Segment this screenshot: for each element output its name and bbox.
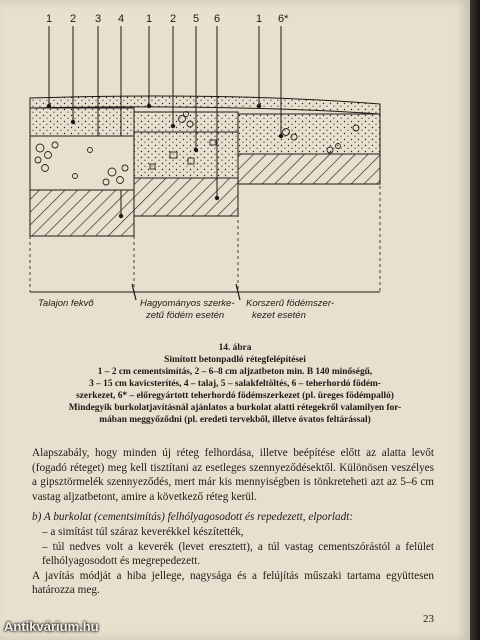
figure-number: 14. ábra [218,343,252,353]
fig-layer-gravel [30,136,134,190]
fig-col-label: 6 [214,13,221,25]
fig-layer-concrete [30,108,134,136]
figure-caption [28,342,442,426]
fig-col-label: 5 [193,13,200,25]
paragraph: A javítás módját a hiba jellege, nagysága és a felújítás műszaki tartama együttesen határozza meg. [32,569,434,597]
floor-label-modern: Korszerű födémszer- [246,298,334,309]
watermark: Antikvárium.hu [4,619,99,634]
page-number: 23 [423,613,434,625]
caption-line: 1 – 2 cm cementsimítás, 2 – 6–8 cm aljzatbeton min. B 140 minőségű, [97,367,373,377]
fig-col-label: 1 [46,13,53,25]
fig-col-label: 2 [170,13,177,25]
fig-col-label: 3 [95,13,102,25]
section-heading: b) A burkolat (cementsimítás) felhólyagosodott és repedezett, elporladt: [32,511,354,524]
fig-layer-slag-fill [134,132,238,178]
list-item: – túl nedves volt a keverék (levet eresztett), a túl vastag cementszórástól a felület felhólyagosodott és megrepedezett. [42,540,434,568]
fig-layer-slab [134,178,238,216]
caption-line: 3 – 15 cm kavicsterítés, 4 – talaj, 5 – salakfeltöltés, 6 – teherhordó födém- [89,379,381,389]
fig-layer-concrete [238,114,380,154]
caption-line: szerkezet, 6* – előregyártott teherhordó födémszerkezet (pl. üreges födémpalló) [76,391,394,401]
floor-label-traditional: zetű födém esetén [146,310,225,321]
floor-label-modern: kezet esetén [252,310,306,321]
fig-col-label: 1 [146,13,153,25]
body-text [32,446,434,598]
fig-col-label: 4 [118,13,125,25]
fig-col-label: 6* [278,13,289,25]
paragraph: Alapszabály, hogy minden új réteg felhordása, illetve beépítése előtt az alatta levőt (fogadó réteget) meg kell tisztítani az esetleges szennyeződésektől. Különösen veszélyes a gipsztörmelék szennyeződés, mert már kis mennyiségben is tönkreteheti azt az 5–6 cm vastag aljzatbetont, amire a következő réteg kerül. [32,447,434,503]
fig-layer-soil [30,190,134,236]
fig-layer-precast-slab [238,154,380,184]
fig-layer-concrete [134,112,238,132]
figure-title: Simított betonpadló rétegfelépítései [164,355,306,365]
fig-col-label: 2 [70,13,77,25]
floor-label-traditional: Hagyományos szerke- [140,298,235,309]
list-item: – a simítást túl száraz keverékkel készítették, [42,525,244,538]
caption-line: mában meggyőződni (pl. eredeti tervekből, illetve óvatos feltárással) [99,415,371,425]
floor-label-ground: Talajon fekvő [38,298,94,309]
fig-col-label: 1 [256,13,263,25]
caption-line: Mindegyik burkolatjavításnál ajánlatos a burkolat alatti rétegekről valamilyen for- [68,403,402,413]
